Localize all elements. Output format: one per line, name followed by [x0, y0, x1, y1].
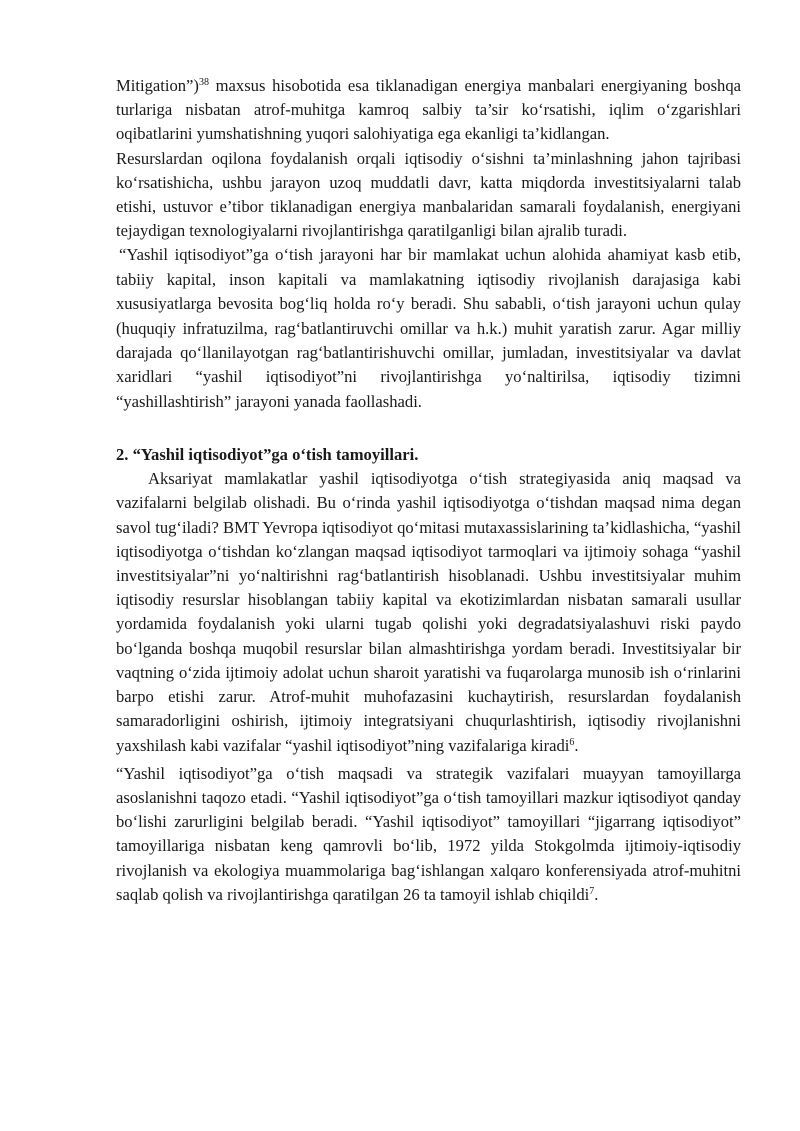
paragraph-text: Mitigation”)	[116, 76, 199, 95]
footnote-ref[interactable]: 6	[569, 736, 575, 748]
paragraph-text: Aksariyat mamlakatlar yashil iqtisodiyotga o‘tish strategiyasida aniq maqsad va vazifalarni belgilab olishadi. Bu o‘rinda yashil iqtisodiyotga o‘tishdan maqsad nima degan savol tug‘iladi? BMT Yevropa iqtisodiyot qo‘mitasi mutaxassislarining ta’kidlashicha, “yashil iqtisodiyotga o‘tishdan ko‘zlangan maqsad iqtisodiyot tarmoqlari va ijtimoiy sohaga “yashil investitsiyalar”ni yo‘naltirishni rag‘batlantirish hisoblanadi. Ushbu investitsiyalar muhim iqtisodiy resurslar hisoblangan tabiiy kapital va ekotizimlardan nisbatan samarali usullar yordamida foydalanish yoki ularni tugab qolishi yoki degradatsiyalashuvi riski paydo bo‘lganda boshqa muqobil resurslar bilan almashtirishga yordam beradi. Investitsiyalar bir vaqtning o‘zida ijtimoiy adolat uchun sharoit yaratishi va fuqarolarga munosib ish o‘rinlarini barpo etishi zarur. Atrof-muhit muhofazasini kuchaytirish, resurslardan foydalanish samaradorligini oshirish, ijtimoiy integratsiyani chuqurlashtirish, iqtisodiy rivojlanishni yaxshilash kabi vazifalar “yashil iqtisodiyot”ning vazifalariga kiradi	[116, 469, 741, 755]
document-page	[116, 74, 741, 907]
paragraph-text: .	[574, 735, 579, 755]
paragraph	[116, 74, 741, 147]
paragraph: Resurslardan oqilona foydalanish orqali iqtisodiy o‘sishni ta’minlashning jahon tajribasi ko‘rsatishicha, ushbu jarayon uzoq muddatli davr, katta miqdorda investitsiyalarni talab etishi, ustuvor e’tibor tiklanadigan energiya manbalaridan samarali foydalanish, energiyani tejaydigan texnologiyalarni rivojlantirishga qaratilganligi bilan ajralib turadi.	[116, 148, 741, 241]
section-heading: 2. “Yashil iqtisodiyot”ga o‘tish tamoyillari.	[116, 445, 419, 465]
paragraph-text: maxsus hisobotida esa tiklanadigan energiya manbalari energiyaning boshqa turlariga nisbatan atrof-muhitga kamroq salbiy ta’sir ko‘rsatishi, iqlim o‘zgarishlari oqibatlarini yumshatishning yuqori salohiyatiga ega ekanligi ta’kidlangan.	[116, 76, 741, 144]
paragraph-text: “Yashil iqtisodiyot”ga o‘tish maqsadi va strategik vazifalari muayyan tamoyillarga asoslanishni taqozo etadi. “Yashil iqtisodiyot”ga o‘tish tamoyillari mazkur iqtisodiyot qanday bo‘lishi zarurligini belgilab beradi. “Yashil iqtisodiyot” tamoyillari “jigarrang iqtisodiyot” tamoyillariga nisbatan keng qamrovli bo‘lib, 1972 yilda Stokgolmda ijtimoiy-iqtisodiy rivojlanish va ekologiya muammolariga bag‘ishlangan xalqaro konferensiyada atrof-muhitni saqlab qolish va rivojlantirishga qaratilgan 26 ta tamoyil ishlab chiqildi	[116, 763, 741, 904]
paragraph	[116, 467, 741, 757]
footnote-ref[interactable]: 38	[198, 77, 209, 88]
paragraph	[116, 762, 741, 907]
paragraph-text: .	[594, 884, 599, 904]
footnote-ref[interactable]: 7	[589, 885, 595, 897]
paragraph: “Yashil iqtisodiyot”ga o‘tish jarayoni har bir mamlakat uchun alohida ahamiyat kasb etib, tabiiy kapital, inson kapitali va mamlakatning iqtisodiy rivojlanish darajasiga kabi xususiyatlarga bevosita bog‘liq holda ro‘y beradi. Shu sababli, o‘tish jarayoni uchun qulay (huquqiy infratuzilma, rag‘batlantiruvchi omillar va h.k.) muhit yaratish zarur. Agar milliy darajada qo‘llanilayotgan rag‘batlantirishuvchi omillar, jumladan, investitsiyalar va davlat xaridlari “yashil iqtisodiyot”ni rivojlantirishga yo‘naltirilsa, iqtisodiy tizimni “yashillashtirish” jarayoni yanada faollashadi.	[116, 245, 741, 411]
